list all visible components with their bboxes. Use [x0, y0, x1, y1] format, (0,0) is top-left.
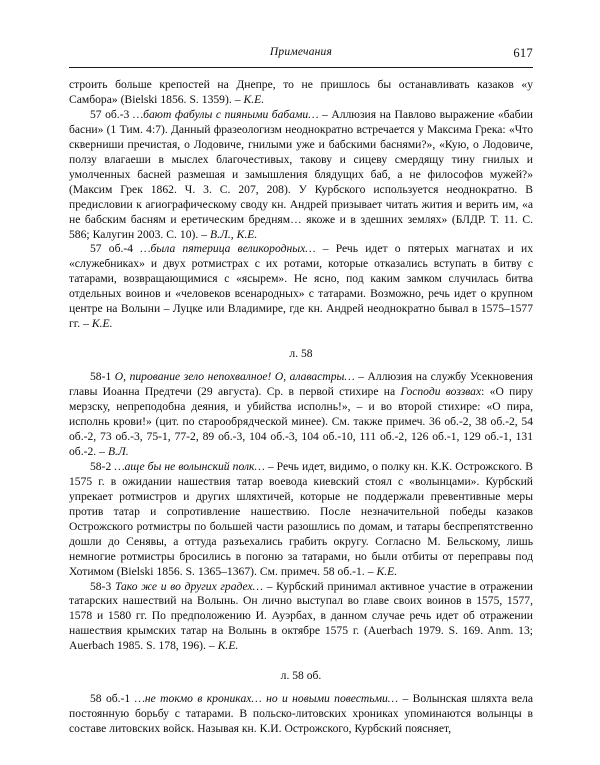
italic-run: …не токмо в крониках… но и новыми повестьми…: [134, 692, 403, 706]
note-57ob-3: [69, 108, 533, 243]
note-58-2: [69, 460, 533, 580]
italic-run: Тако же и во других градех…: [114, 579, 267, 593]
folio-heading-58-ob: л. 58 об.: [280, 668, 322, 682]
italic-run: К.Е.: [243, 92, 265, 106]
text-run: – Речь идет, видимо, о полку кн. К.К. Острожского. В 1575 г. в ожидании нашествия татар воевода киевский стоял с «волынцами». Курбский упрекает ротмистров и других шляхтичей, которые не поддержали превентивные меры против татар и сопротивление нашествию. После незначительной победы казаков Острожского ротмистры по большей части разошлись по домам, и татары беспрепятственно дошли до Сенявы, а оттуда разъехались грабить округу. Согласно М. Бельскому, лишь немногие ротмистры бросились в погоню за татарами, но были отбиты от переправы под Хотимом (Bielski 1856. S. 1365–1367). См. примеч. 58 об.-1. –: [69, 459, 534, 578]
italic-run: В.Л., К.Е.: [210, 227, 258, 241]
text-run: – Речь идет о пятерых магнатах и их «служебниках» и двух ротмистрах с их ротами, которые отказались вступать в битву с татарами, возвращающимися с «ясырем». Не ясно, под каким замком случилась битва отдельных воинов и «человеков всенародных» с татарами. Возможно, речь идет о крупном центре на Волыни – Луцке или Владимире, где кн. Андрей неоднократно бывал в 1575–1577 гг. –: [69, 242, 534, 331]
running-head-title: Примечания: [269, 46, 333, 58]
italic-run: Господи воззвах: [400, 385, 482, 399]
text-run: 57 об.-3: [90, 107, 133, 121]
text-run: : «О пиру мерзску, непреподобна деяния, и убийства исполнь!», – и во второй стихире: «О пира, исполнь крови!» (цит. по старообрядческой минее). См. также примеч. 36 об.-2, 38 об.-2, 54 об.-2, 73 об.-3, 75-1, 77-2, 89 об.-3, 104 об.-3, 104 об.-10, 111 об.-2, 126 об.-1, 129 об.-1, 131 об.-2. –: [69, 385, 533, 458]
text-run: – Аллюзия на службу Усекновения главы Иоанна Предтечи (29 августа). Ср. в первой стихире на: [69, 370, 534, 399]
header-rule-divider: [69, 67, 533, 68]
italic-run: …бают фабулы с пияными бабами…: [132, 107, 323, 121]
note-57ob-2-continuation: [69, 78, 533, 108]
note-58-3: [69, 580, 533, 655]
text-run: – Аллюзия на Павлово выражение «бабии басни» (1 Тим. 4:7). Данный фразеологизм неоднократно встречается у Максима Грека: «Что скверниши пречистая, о Лодовиче, гнилыми уже и бабскими баснями?», «Кую, о Лодовиче, ползу влагаеши в мыслех благочестивых, такову и сицеву смердящу тину гнилых и умолченных басней размешая и замышления блядущих баб, а не философов мужей?» (Максим Грек 1862. Ч. 3. С. 207, 208). У Курбского используется неоднократно. В предисловии к агиографическому своду кн. Андрей призывает читать жития и верить им, «а не бабским басням и еретическим бредням… якоже и в здешних землях» (БЛДР. Т. 11. С. 586; Калугин 2003. С. 10). –: [69, 107, 533, 241]
note-58-1: [69, 370, 533, 460]
text-run: 57 об.-4: [90, 242, 141, 256]
page-number: 617: [513, 46, 533, 60]
text-run: строить больше крепостей на Днепре, то не пришлось бы останавливать казаков «у Самбора» (Bielski 1856. S. 1359). –: [69, 78, 533, 106]
text-run: 58-3: [90, 579, 115, 593]
text-run: 58-2: [90, 459, 115, 473]
text-run: – Курбский принимал активное участие в отражении татарских нашествий на Волынь. Он лично выступал во главе своих воинов в 1575, 1577, 1578 и 1580 гг. По предположению И. Ауэрбах, в данном случае речь идет об отражении нашествия крымских татар на Волынь в октябре 1575 г. (Auerbach 1979. S. 169. Anm. 13; Auerbach 1985. S. 178, 196). –: [69, 579, 533, 653]
note-58ob-1: [69, 692, 533, 737]
text-run: 58-1: [90, 370, 115, 384]
italic-run: В.Л.: [107, 444, 129, 458]
note-57ob-4: [69, 242, 533, 332]
italic-run: …была пятерица великородных…: [140, 242, 323, 256]
italic-run: К.Е.: [376, 564, 398, 578]
italic-run: …аще бы не волынский полк…: [114, 459, 268, 473]
running-head: [69, 46, 533, 64]
italic-run: К.Е.: [217, 639, 239, 653]
italic-run: К.Е.: [91, 317, 113, 331]
text-run: 58 об.-1: [90, 692, 135, 706]
italic-run: О, пирование зело непохвалное! О, алавастры…: [114, 370, 359, 384]
body-text-column: [69, 78, 533, 737]
folio-heading-58: л. 58: [289, 346, 313, 360]
text-run: – Волынская шляхта вела постоянную борьбу с татарами. В польско-литовских хрониках упоминаются волынцы в составе литовских войск. Называя кн. К.И. Острожского, Курбский поясняет,: [69, 692, 533, 736]
